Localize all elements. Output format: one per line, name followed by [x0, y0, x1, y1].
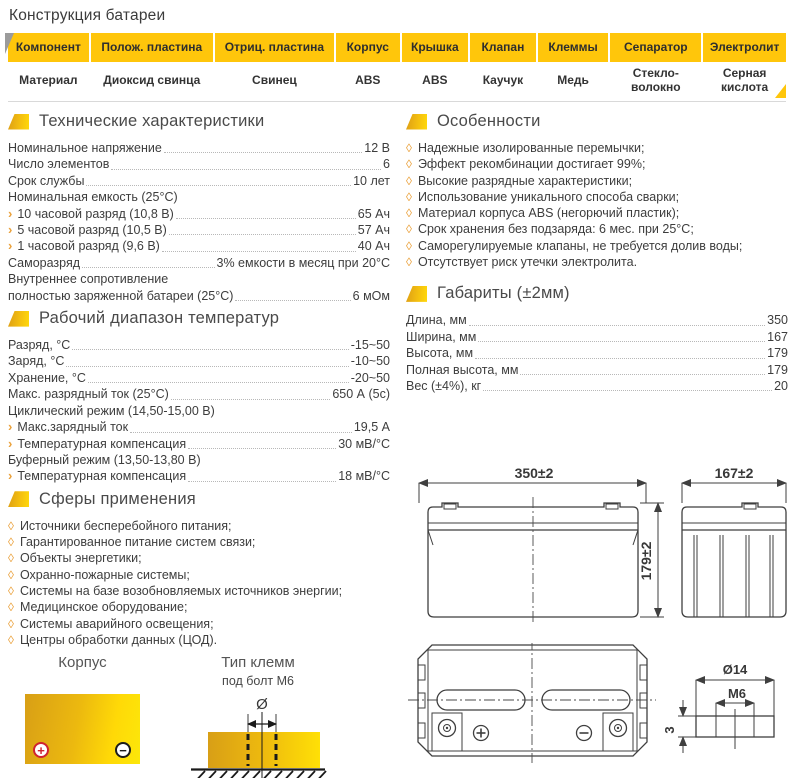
dotted-leader	[176, 218, 356, 219]
table-material-cell: Медь	[538, 62, 609, 98]
dotted-leader	[235, 300, 350, 301]
spec-label: Саморазряд	[8, 255, 81, 270]
terminal-bolt-drawing	[183, 690, 333, 778]
dotted-leader	[164, 152, 362, 153]
diamond-bullet-icon: ◊	[406, 141, 412, 155]
dotted-leader	[188, 481, 336, 482]
spec-row	[8, 173, 390, 189]
height-label: 179±2	[638, 541, 654, 581]
spec-row	[8, 452, 390, 468]
diamond-bullet-icon: ◊	[8, 567, 14, 582]
list-item	[406, 205, 788, 221]
dotted-leader	[162, 251, 356, 252]
tech-specs-list	[8, 140, 390, 304]
section-features	[406, 112, 788, 270]
spec-row	[8, 238, 390, 254]
spec-value: 167	[767, 329, 788, 344]
diamond-bullet-icon: ◊	[8, 551, 14, 566]
spec-row	[8, 288, 390, 304]
spec-value: -15~50	[350, 338, 390, 353]
construction-table	[8, 33, 786, 102]
diameter-symbol: Ø	[256, 696, 268, 714]
table-material-cell: Материал	[8, 62, 89, 98]
spec-row	[8, 353, 390, 369]
section-title: Технические характеристики	[39, 112, 265, 130]
list-item	[8, 534, 390, 550]
terminal-detail	[662, 662, 774, 753]
spec-row	[406, 345, 788, 361]
minus-terminal-icon: −	[115, 742, 131, 758]
section-tech-specs	[8, 112, 390, 304]
spec-row	[406, 362, 788, 378]
diamond-bullet-icon: ◊	[8, 518, 14, 533]
dotted-leader	[478, 341, 765, 342]
diamond-bullet-icon: ◊	[406, 222, 412, 237]
dotted-leader	[66, 366, 348, 367]
case-and-terminal-figures	[8, 654, 390, 778]
section-marker-icon	[406, 114, 427, 130]
section-marker-icon	[8, 311, 29, 327]
section-marker-icon	[8, 491, 29, 507]
temp-range-header	[8, 309, 390, 328]
chevron-icon: ›	[8, 222, 13, 238]
spec-row	[8, 436, 390, 452]
spec-row	[8, 156, 390, 172]
spec-label: 1 часовой разряд (9,6 В)	[17, 239, 160, 254]
list-item	[8, 583, 390, 599]
spec-value: 179	[767, 362, 788, 377]
side-vents	[418, 665, 647, 738]
spec-value: 6 мОм	[352, 288, 390, 303]
chevron-icon: ›	[8, 435, 13, 451]
dimensions-header	[406, 284, 788, 303]
top-view	[408, 643, 656, 763]
spec-label: Внутреннее сопротивление	[8, 272, 169, 287]
list-item	[8, 518, 390, 534]
spec-value: 19,5 А	[353, 420, 390, 435]
construction-table-header-row	[8, 33, 786, 62]
front-width-label: 350±2	[514, 465, 554, 481]
table-material-cell: ABS	[402, 62, 469, 98]
dotted-leader	[475, 358, 765, 359]
dotted-leader	[130, 432, 352, 433]
spec-value: 30 мВ/°C	[338, 436, 390, 451]
section-marker-icon	[406, 286, 427, 302]
list-item	[8, 567, 390, 583]
spec-value: 12 В	[364, 141, 390, 155]
right-column	[406, 112, 788, 734]
list-item-text: Объекты энергетики;	[19, 551, 142, 566]
section-title: Особенности	[437, 112, 541, 130]
side-ribs	[694, 535, 773, 617]
dotted-leader	[111, 169, 381, 170]
applications-header	[8, 490, 390, 509]
spec-label: полностью заряженной батареи (25°C)	[8, 288, 234, 303]
table-header-cell: Клапан	[470, 33, 536, 62]
table-material-cell: Серная кислота	[703, 62, 786, 98]
spec-label: Ширина, мм	[406, 329, 477, 344]
spec-row	[8, 468, 390, 484]
spec-label: Температурная компенсация	[17, 436, 187, 451]
dotted-leader	[171, 399, 331, 400]
list-item-text: Системы аварийного освещения;	[19, 616, 214, 631]
spec-value: 3% емкости в месяц при 20°C	[216, 255, 390, 270]
spec-value: -20~50	[350, 370, 390, 385]
spec-label: Макс.зарядный ток	[17, 420, 129, 435]
table-header-cell: Компонент	[8, 33, 89, 62]
spec-label: Вес (±4%), кг	[406, 379, 482, 393]
list-item	[406, 173, 788, 189]
spec-value: 350	[767, 313, 788, 328]
dotted-leader	[483, 390, 772, 391]
table-header-cell: Полож. пластина	[91, 33, 213, 62]
diamond-bullet-icon: ◊	[8, 535, 14, 550]
dimensions-list	[406, 312, 788, 394]
section-title: Рабочий диапазон температур	[39, 309, 280, 328]
spec-value: 57 Ач	[357, 223, 390, 238]
page-title: Конструкция батареи	[9, 7, 166, 24]
spec-label: Число элементов	[8, 157, 110, 172]
terminal-block	[208, 732, 320, 768]
ground-hatching	[191, 771, 326, 778]
table-header-cell: Сепаратор	[610, 33, 701, 62]
diamond-bullet-icon: ◊	[406, 189, 412, 204]
spec-label: 10 часовой разряд (10,8 В)	[17, 206, 174, 221]
list-item-text: Надежные изолированные перемычки;	[417, 141, 645, 155]
table-material-cell: Стекло-волокно	[610, 62, 701, 98]
spec-row	[8, 206, 390, 222]
spec-label: Хранение, °C	[8, 370, 86, 385]
spec-label: Полная высота, мм	[406, 362, 519, 377]
dotted-leader	[72, 349, 348, 350]
dotted-leader	[469, 325, 765, 326]
features-list	[406, 140, 788, 270]
features-header	[406, 112, 788, 131]
front-view	[428, 497, 638, 624]
figure-terminal-type	[183, 654, 333, 778]
spec-label: Номинальное напряжение	[8, 141, 162, 155]
diamond-bullet-icon: ◊	[406, 173, 412, 188]
list-item	[8, 599, 390, 615]
spec-value: 10 лет	[353, 173, 390, 188]
chevron-icon: ›	[8, 238, 13, 254]
spec-row	[406, 312, 788, 328]
table-header-cell: Электролит	[703, 33, 786, 62]
dotted-leader	[520, 374, 765, 375]
table-header-cell: Отриц. пластина	[215, 33, 334, 62]
spec-value: -10~50	[350, 354, 390, 369]
table-material-cell: Каучук	[470, 62, 536, 98]
applications-list	[8, 518, 390, 648]
spec-label: Температурная компенсация	[17, 469, 187, 484]
spec-value: 65 Ач	[357, 206, 390, 221]
side-width-label: 167±2	[714, 465, 754, 481]
spec-value: 18 мВ/°C	[338, 469, 390, 484]
diamond-bullet-icon: ◊	[406, 238, 412, 253]
section-applications	[8, 490, 390, 648]
battery-case-image	[25, 694, 140, 764]
tech-specs-header	[8, 112, 390, 131]
list-item-text: Саморегулируемые клапаны, не требуется долив воды;	[417, 238, 743, 253]
table-material-cell: ABS	[336, 62, 400, 98]
table-material-cell: Свинец	[215, 62, 334, 98]
spec-label: Макс. разрядный ток (25°C)	[8, 387, 169, 402]
section-marker-icon	[8, 114, 29, 130]
chevron-icon: ›	[8, 419, 13, 435]
dotted-leader	[169, 234, 356, 235]
list-item-text: Охранно-пожарные системы;	[19, 567, 190, 582]
spec-label: Срок службы	[8, 173, 85, 188]
list-item-text: Отсутствует риск утечки электролита.	[417, 255, 638, 270]
diamond-bullet-icon: ◊	[8, 600, 14, 615]
dotted-leader	[82, 267, 214, 268]
spec-row	[8, 255, 390, 271]
list-item	[406, 140, 788, 156]
spec-value: 20	[774, 379, 788, 393]
spec-row	[406, 378, 788, 394]
left-column	[8, 112, 390, 778]
dotted-leader	[188, 448, 336, 449]
list-item-text: Гарантированное питание систем связи;	[19, 535, 256, 550]
table-header-cell: Крышка	[402, 33, 469, 62]
terminal-height-label: 3	[662, 726, 677, 734]
spec-label: Буферный режим (13,50-13,80 В)	[8, 452, 201, 467]
diamond-bullet-icon: ◊	[406, 206, 412, 221]
polarity-marks	[474, 726, 592, 741]
figure-terminal-subtitle: под болт М6	[222, 674, 294, 689]
spec-value: 179	[767, 346, 788, 361]
spec-label: Высота, мм	[406, 346, 474, 361]
spec-row	[8, 419, 390, 435]
diamond-bullet-icon: ◊	[406, 255, 412, 270]
chevron-icon: ›	[8, 468, 13, 484]
spec-row	[8, 189, 390, 205]
spec-label: Заряд, °C	[8, 354, 65, 369]
spec-row	[8, 403, 390, 419]
spec-label: Циклический режим (14,50-15,00 В)	[8, 403, 215, 418]
side-view	[682, 503, 786, 617]
spec-label: Длина, мм	[406, 313, 467, 328]
table-header-cell: Клеммы	[538, 33, 609, 62]
section-title: Габариты (±2мм)	[437, 284, 570, 303]
section-dimensions	[406, 284, 788, 394]
spec-value: 650 А (5с)	[332, 387, 390, 402]
list-item	[8, 550, 390, 566]
spec-row	[8, 140, 390, 156]
list-item-text: Медицинское оборудование;	[19, 600, 188, 615]
figure-terminal-title: Тип клемм	[221, 654, 295, 672]
list-item-text: Системы на базе возобновляемых источников энергии;	[19, 583, 343, 598]
dotted-leader	[86, 185, 351, 186]
list-item	[406, 221, 788, 237]
diamond-bullet-icon: ◊	[406, 157, 412, 172]
spec-row	[8, 222, 390, 238]
list-item	[406, 238, 788, 254]
spec-value: 40 Ач	[357, 239, 390, 254]
spec-label: 5 часовой разряд (10,5 В)	[17, 223, 167, 238]
list-item-text: Срок хранения без подзаряда: 6 мес. при 25°C;	[417, 222, 694, 237]
temp-range-list	[8, 337, 390, 485]
spec-row	[8, 386, 390, 402]
chevron-icon: ›	[8, 205, 13, 221]
list-item	[8, 616, 390, 632]
battery-front-side-drawing	[406, 452, 788, 642]
list-item	[406, 254, 788, 270]
list-item	[8, 632, 390, 648]
battery-top-terminal-drawing	[406, 643, 788, 776]
figure-case	[20, 654, 145, 764]
section-temp-range	[8, 309, 390, 485]
dotted-leader	[88, 382, 349, 383]
spec-label: Номинальная емкость (25°C)	[8, 190, 178, 205]
terminal-thread-label: M6	[727, 686, 747, 701]
diamond-bullet-icon: ◊	[8, 583, 14, 598]
spec-row	[8, 271, 390, 287]
list-item-text: Эффект рекомбинации достигает 99%;	[417, 157, 646, 172]
list-item-text: Источники бесперебойного питания;	[19, 518, 232, 533]
construction-table-material-row	[8, 62, 786, 98]
list-item	[406, 189, 788, 205]
list-item-text: Использование уникального способа сварки;	[417, 189, 680, 204]
terminal-diameter-label: Ø14	[722, 662, 748, 677]
list-item	[406, 156, 788, 172]
list-item-text: Высокие разрядные характеристики;	[417, 173, 633, 188]
plus-terminal-icon: +	[33, 742, 49, 758]
section-title: Сферы применения	[39, 489, 196, 508]
diamond-bullet-icon: ◊	[8, 632, 14, 647]
spec-row	[406, 329, 788, 345]
table-material-cell: Диоксид свинца	[91, 62, 213, 98]
spec-row	[8, 337, 390, 353]
list-item-text: Материал корпуса ABS (негорючий пластик);	[417, 206, 680, 221]
table-header-cell: Корпус	[336, 33, 400, 62]
figure-case-title: Корпус	[58, 654, 107, 672]
spec-label: Разряд, °C	[8, 338, 71, 353]
spec-value: 6	[383, 157, 390, 172]
spec-row	[8, 370, 390, 386]
list-item-text: Центры обработки данных (ЦОД).	[19, 632, 218, 647]
diamond-bullet-icon: ◊	[8, 616, 14, 631]
